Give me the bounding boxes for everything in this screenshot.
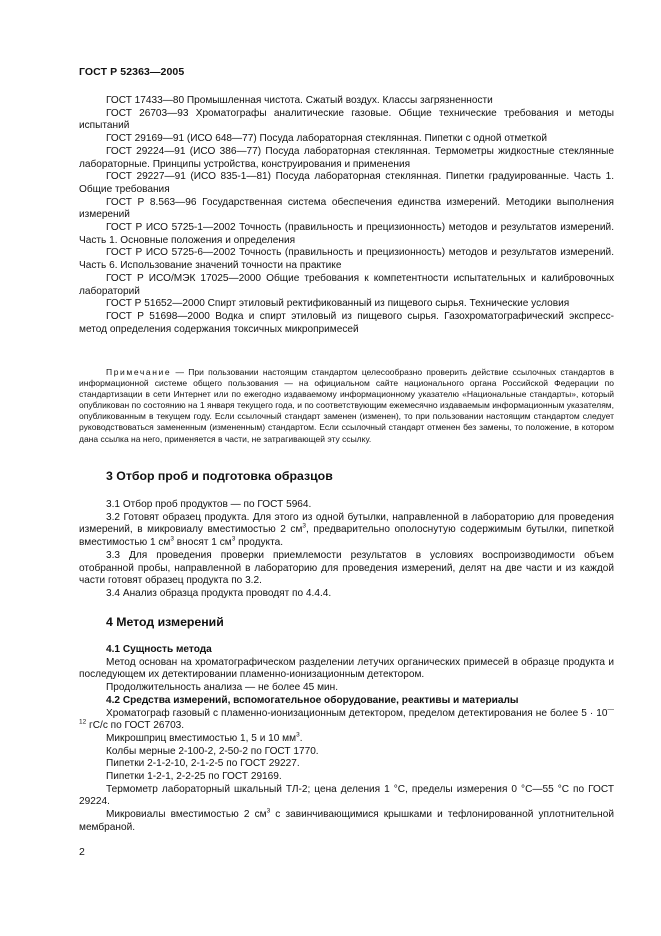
section-3-body	[79, 499, 614, 601]
text-run: Микрошприц вместимостью 1, 5 и 10 мм	[106, 732, 297, 744]
reference-item: ГОСТ Р 51698—2000 Водка и спирт этиловый из пищевого сырья. Газохроматографический экспресс-метод определения содержания токсичных микропримесей	[79, 310, 614, 335]
reference-item: ГОСТ 26703—93 Хроматографы аналитические газовые. Общие технические требования и методы испытаний	[79, 107, 614, 132]
section-4-title: 4 Метод измерений	[106, 615, 224, 629]
text-run: вносят 1 см	[174, 537, 232, 549]
paragraph-4-2-d: Пипетки 2-1-2-10, 2-1-2-5 по ГОСТ 29227.	[106, 758, 300, 770]
paragraph-3-4: 3.4 Анализ образца продукта проводят по 4.4.4.	[106, 587, 332, 599]
superscript: —12	[79, 706, 614, 726]
normative-references	[79, 95, 614, 336]
paragraph-4-1-a: Метод основан на хроматографическом разделении летучих органических примесей в образце продукта и последующем их детектировании пламенно-ионизационным детектором.	[79, 656, 614, 681]
note-block	[79, 367, 614, 445]
reference-item: ГОСТ Р ИСО 5725-6—2002 Точность (правильность и прецизионность) методов и результатов измерений. Часть 6. Использование значений точности на практике	[79, 247, 614, 272]
reference-item: ГОСТ Р 8.563—96 Государственная система обеспечения единства измерений. Методики выполнения измерений	[79, 196, 614, 221]
superscript: 3	[302, 523, 307, 531]
superscript: 3	[266, 807, 271, 815]
text-run: продукта.	[235, 537, 283, 549]
paragraph-4-1-b: Продолжительность анализа — не более 45 мин.	[106, 682, 339, 694]
note-paragraph	[79, 367, 614, 445]
subsection-4-2-title: 4.2 Средства измерений, вспомогательное оборудование, реактивы и материалы	[106, 694, 519, 706]
reference-item: ГОСТ Р 51652—2000 Спирт этиловый ректификованный из пищевого сырья. Технические условия	[106, 298, 570, 310]
reference-item: ГОСТ 29224—91 (ИСО 386—77) Посуда лабораторная стеклянная. Термометры жидкостные стеклянные лабораторные. Принципы устройства, конструирования и применения	[79, 145, 614, 170]
text-run: 3.2 Готовят образец продукта. Для этого из одной бутылки, направленной в лабораторию для проведения измерений, в микровиалу вместимостью 2 см	[79, 511, 614, 536]
paragraph-4-2-b	[79, 733, 614, 746]
reference-item: ГОСТ 17433—80 Промышленная чистота. Сжатый воздух. Классы загрязненности	[106, 95, 493, 106]
paragraph-4-2-f: Термометр лабораторный шкальный ТЛ-2; цена деления 1 °С, пределы измерения 0 °С—55 °С по ГОСТ 29224.	[79, 783, 614, 808]
reference-item: ГОСТ Р ИСО/МЭК 17025—2000 Общие требования к компетентности испытательных и калибровочных лабораторий	[79, 272, 614, 297]
text-run: с завинчивающимися крышками и тефлонированной уплотнительной мембраной.	[79, 809, 614, 833]
superscript: 3	[296, 731, 300, 739]
section-3-title: 3 Отбор проб и подготовка образцов	[106, 469, 333, 483]
paragraph-3-3: 3.3 Для проведения проверки приемлемости результатов в условиях воспроизводимости объем отобранной пробы, направленной в лабораторию для проведения измерений, делят на две части и из каждой части готовят образец продукта по 3.2.	[79, 549, 614, 587]
note-label: Примечание	[106, 367, 172, 377]
reference-item: ГОСТ 29169—91 (ИСО 648—77) Посуда лабораторная стеклянная. Пипетки с одной отметкой	[106, 133, 547, 145]
paragraph-4-2-c: Колбы мерные 2-100-2, 2-50-2 по ГОСТ 1770.	[106, 745, 319, 757]
superscript: 3	[231, 535, 236, 543]
paragraph-4-2-e: Пипетки 1-2-1, 2-2-25 по ГОСТ 29169.	[106, 771, 282, 783]
subsection-4-1-title: 4.1 Сущность метода	[106, 644, 212, 655]
text-run: Микровиалы вместимостью 2 см	[106, 809, 267, 821]
note-text: — При пользовании настоящим стандартом целесообразно проверить действие ссылочных стандартов в информационной системе общего пользования — на официальном сайте национального органа Российской Федерации по стандартизации в сети Интернет или по ежегодно издаваемому информационному указателю «Национальные стандарты», который опубликован по состоянию на 1 января текущего года, и по соответствующим ежемесячно издаваемым информационным указателям, опубликованным в текущем году. Если ссылочный стандарт заменен (изменен), то при пользовании настоящим стандартом следует руководствоваться замененным (измененным) стандартом. Если ссылочный стандарт отменен без замены, то положение, в котором дана ссылка на него, применяется в части, не затрагивающей эту ссылку.	[79, 367, 614, 444]
reference-item: ГОСТ Р ИСО 5725-1—2002 Точность (правильность и прецизионность) методов и результатов измерений. Часть 1. Основные положения и определения	[79, 222, 614, 246]
paragraph-3-1: 3.1 Отбор проб продуктов — по ГОСТ 5964.	[106, 499, 312, 510]
text-run: .	[299, 732, 303, 744]
document-header: ГОСТ Р 52363—2005	[79, 66, 185, 78]
paragraph-4-2-a	[79, 708, 614, 733]
reference-item: ГОСТ 29227—91 (ИСО 835-1—81) Посуда лабораторная стеклянная. Пипетки градуированные. Часть 1. Общие требования	[79, 171, 614, 195]
paragraph-3-2	[79, 512, 614, 550]
page-number: 2	[79, 846, 85, 858]
text-run: гС/с по ГОСТ 26703.	[86, 720, 185, 732]
text-run: Хроматограф газовый с пламенно-ионизационным детектором, пределом детектирования не более 5 · 10	[106, 707, 608, 719]
text-run: , предварительно ополоснутую содержимым бутылки, пипеткой вместимостью 1 см	[79, 524, 614, 549]
paragraph-4-2-g	[79, 809, 614, 834]
superscript: 3	[170, 535, 174, 543]
section-4-body	[79, 644, 614, 835]
